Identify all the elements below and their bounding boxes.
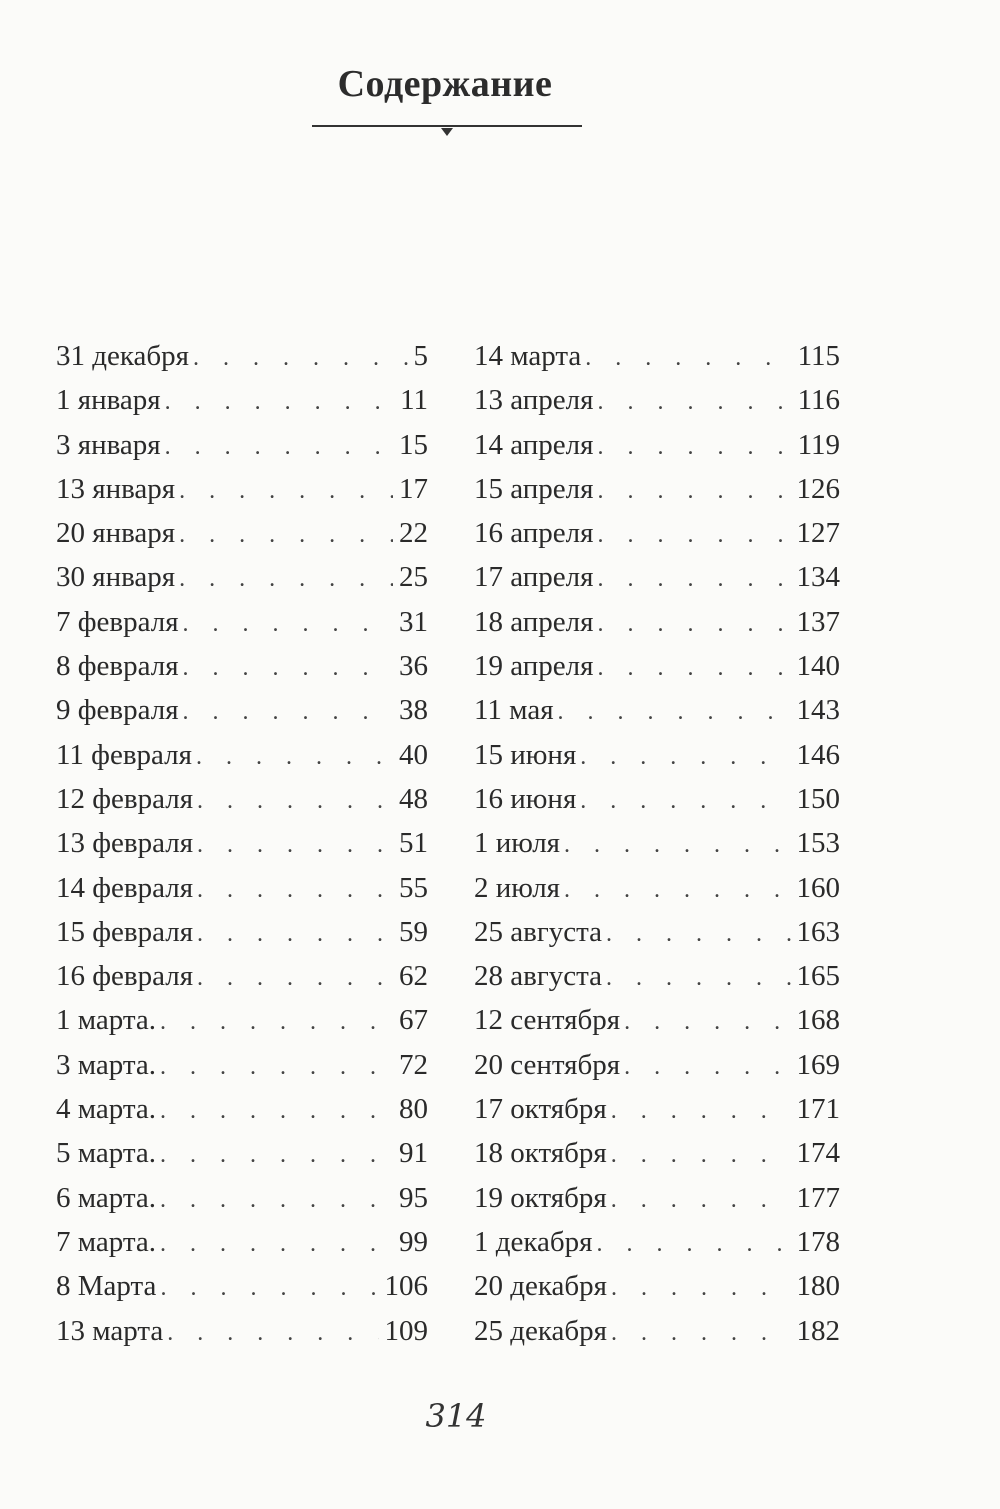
- dot-leader: [165, 434, 393, 461]
- toc-entry-page: 40: [399, 738, 428, 771]
- toc-entry-label: 4 марта.: [56, 1093, 157, 1126]
- toc-entry-page: 178: [796, 1225, 840, 1258]
- toc-entry: [474, 1004, 840, 1048]
- toc-entry: [474, 1049, 840, 1093]
- toc-entry-label: 16 февраля: [56, 960, 194, 993]
- toc-entry-label: 11 февраля: [56, 738, 192, 771]
- toc-entry-page: 140: [796, 650, 840, 683]
- toc-entry: [56, 739, 428, 783]
- toc-entry: [56, 960, 428, 1004]
- toc-entry: [474, 1137, 840, 1181]
- toc-entry-label: 20 января: [56, 517, 176, 550]
- toc-entry-label: 25 августа: [474, 915, 602, 948]
- toc-entry-page: 109: [384, 1314, 428, 1347]
- toc-entry-label: 15 февраля: [56, 915, 194, 948]
- toc-entry-label: 17 апреля: [474, 561, 594, 594]
- dot-leader: [611, 1187, 791, 1214]
- toc-entry: [56, 561, 428, 605]
- toc-entry-label: 18 апреля: [474, 605, 594, 638]
- toc-entry: [474, 650, 840, 694]
- toc-entry-label: 5 марта.: [56, 1137, 157, 1170]
- toc-entry-page: 180: [796, 1270, 840, 1303]
- toc-entry-label: 13 марта: [56, 1314, 164, 1347]
- toc-entry-label: 3 марта.: [56, 1048, 157, 1081]
- dot-leader: [585, 345, 791, 372]
- toc-entry-label: 18 октября: [474, 1137, 607, 1170]
- toc-entry-page: 163: [796, 915, 840, 948]
- dot-leader: [624, 1054, 790, 1081]
- toc-entry-page: 36: [399, 650, 428, 683]
- toc-entry-page: 38: [399, 694, 428, 727]
- toc-entry-page: 31: [399, 605, 428, 638]
- dot-leader: [183, 611, 393, 638]
- toc-entry-page: 174: [796, 1137, 840, 1170]
- toc-entry: [474, 1093, 840, 1137]
- toc-entry-page: 146: [796, 738, 840, 771]
- toc-entry: [474, 561, 840, 605]
- dot-leader: [160, 1231, 393, 1258]
- toc-entry: [474, 606, 840, 650]
- toc-entry-page: 127: [796, 517, 840, 550]
- toc-entry-label: 3 января: [56, 428, 161, 461]
- toc-entry: [56, 650, 428, 694]
- toc-entry-label: 1 марта.: [56, 1004, 157, 1037]
- toc-column-right: [474, 340, 840, 1359]
- toc-entry-page: 106: [384, 1270, 428, 1303]
- toc-entry-page: 134: [796, 561, 840, 594]
- toc-entry-page: 72: [399, 1048, 428, 1081]
- toc-entry-label: 7 февраля: [56, 605, 179, 638]
- toc-entry-page: 169: [796, 1048, 840, 1081]
- toc-entry-label: 8 Марта: [56, 1270, 157, 1303]
- toc-column-left: [56, 340, 428, 1359]
- dot-leader: [197, 788, 393, 815]
- toc-entry-page: 62: [399, 960, 428, 993]
- toc-entry: [56, 1137, 428, 1181]
- page-number: 314: [425, 1397, 487, 1435]
- dot-leader: [196, 744, 393, 771]
- toc-entry: [474, 739, 840, 783]
- toc-entry-page: 119: [797, 428, 840, 461]
- toc-entry-page: 80: [399, 1093, 428, 1126]
- toc-entry: [56, 429, 428, 473]
- dot-leader: [179, 478, 393, 505]
- toc-entry-label: 30 января: [56, 561, 176, 594]
- toc-entry-label: 31 декабря: [56, 340, 189, 372]
- toc-entry: [474, 1226, 840, 1270]
- title-rule: [312, 125, 582, 127]
- dot-leader: [167, 1320, 378, 1347]
- dot-leader: [624, 1009, 790, 1036]
- dot-leader: [197, 877, 393, 904]
- toc-entry-label: 19 октября: [474, 1181, 607, 1214]
- toc-entry: [56, 473, 428, 517]
- toc-entry-label: 16 апреля: [474, 517, 594, 550]
- dot-leader: [197, 965, 393, 992]
- toc-entry-page: 177: [796, 1181, 840, 1214]
- toc-entry-page: 143: [796, 694, 840, 727]
- toc-entry-page: 22: [399, 517, 428, 550]
- toc-entry: [474, 916, 840, 960]
- dot-leader: [564, 877, 790, 904]
- dot-leader: [580, 788, 790, 815]
- toc-entry: [56, 827, 428, 871]
- toc-entry-page: 153: [796, 827, 840, 860]
- dot-leader: [165, 389, 394, 416]
- toc-entry-label: 13 февраля: [56, 827, 194, 860]
- toc-entry: [474, 783, 840, 827]
- toc-entry: [56, 694, 428, 738]
- toc-entry: [474, 517, 840, 561]
- toc-entry: [56, 1270, 428, 1314]
- toc-entry-label: 16 июня: [474, 782, 577, 815]
- toc-entry: [56, 783, 428, 827]
- toc-entry-page: 5: [413, 340, 428, 372]
- dot-leader: [611, 1275, 791, 1302]
- toc-entry: [56, 1315, 428, 1359]
- toc-entry-page: 51: [399, 827, 428, 860]
- toc-entry-page: 171: [796, 1093, 840, 1126]
- dot-leader: [197, 921, 393, 948]
- toc-entry-page: 48: [399, 782, 428, 815]
- toc-entry: [474, 872, 840, 916]
- toc-entry: [56, 1093, 428, 1137]
- dot-leader: [611, 1142, 791, 1169]
- toc-entry: [474, 1182, 840, 1226]
- toc-entry-page: 25: [399, 561, 428, 594]
- dot-leader: [611, 1320, 791, 1347]
- toc-entry-page: 150: [796, 782, 840, 815]
- dot-leader: [160, 1009, 393, 1036]
- toc-entry-page: 99: [399, 1225, 428, 1258]
- dot-leader: [597, 389, 791, 416]
- toc-entry: [56, 517, 428, 561]
- toc-entry: [474, 827, 840, 871]
- toc-entry-page: 11: [400, 384, 428, 417]
- toc-entry: [474, 694, 840, 738]
- toc-entry-label: 1 января: [56, 384, 161, 417]
- toc-entry-label: 9 февраля: [56, 694, 179, 727]
- dot-leader: [197, 832, 393, 859]
- toc-entry: [474, 429, 840, 473]
- dot-leader: [160, 1098, 393, 1125]
- toc-entry-label: 8 февраля: [56, 650, 179, 683]
- dot-leader: [597, 1231, 791, 1258]
- toc-entry-page: 17: [399, 472, 428, 505]
- toc-entry: [474, 473, 840, 517]
- page-title: Содержание: [337, 63, 553, 105]
- toc-entry: [56, 1226, 428, 1270]
- toc-entry-page: 126: [796, 472, 840, 505]
- toc-entry-page: 91: [399, 1137, 428, 1170]
- toc-entry-label: 11 мая: [474, 694, 554, 727]
- toc-entry: [474, 384, 840, 428]
- title-ornament: [312, 120, 582, 140]
- toc-entry-page: 95: [399, 1181, 428, 1214]
- toc-entry: [474, 1315, 840, 1359]
- dot-leader: [183, 655, 393, 682]
- dot-leader: [160, 1054, 393, 1081]
- toc-entry: [474, 960, 840, 1004]
- toc-entry: [56, 1049, 428, 1093]
- toc-entry-label: 15 июня: [474, 738, 577, 771]
- toc-entry-page: 137: [796, 605, 840, 638]
- dot-leader: [183, 699, 393, 726]
- toc-entry-label: 13 января: [56, 472, 176, 505]
- toc-entry-page: 182: [796, 1314, 840, 1347]
- toc-entry-page: 116: [797, 384, 840, 417]
- toc-entry: [56, 384, 428, 428]
- toc-entry-label: 2 июля: [474, 871, 561, 904]
- dot-leader: [193, 345, 408, 372]
- dot-leader: [597, 478, 790, 505]
- toc-entry-label: 20 декабря: [474, 1270, 607, 1303]
- toc-entry-label: 25 декабря: [474, 1314, 607, 1347]
- triangle-ornament-icon: [441, 128, 453, 136]
- dot-leader: [597, 566, 790, 593]
- toc-entry-label: 12 сентября: [474, 1004, 621, 1037]
- toc-entry: [56, 1004, 428, 1048]
- dot-leader: [597, 434, 791, 461]
- toc-entry: [56, 916, 428, 960]
- toc-entry-label: 20 сентября: [474, 1048, 621, 1081]
- dot-leader: [606, 921, 791, 948]
- toc-entry-page: 55: [399, 871, 428, 904]
- toc-entry-label: 15 апреля: [474, 472, 594, 505]
- dot-leader: [179, 522, 393, 549]
- toc-entry-label: 17 октября: [474, 1093, 607, 1126]
- toc-entry-page: 160: [796, 871, 840, 904]
- toc-entry-label: 7 марта.: [56, 1225, 157, 1258]
- dot-leader: [611, 1098, 791, 1125]
- toc-entry-page: 59: [399, 915, 428, 948]
- dot-leader: [564, 832, 790, 859]
- toc-entry: [56, 1182, 428, 1226]
- toc-entry-label: 1 декабря: [474, 1225, 593, 1258]
- toc-entry-label: 14 апреля: [474, 428, 594, 461]
- toc-entry-label: 13 апреля: [474, 384, 594, 417]
- toc-entry: [56, 872, 428, 916]
- toc-entry-page: 15: [399, 428, 428, 461]
- toc-entry: [474, 340, 840, 384]
- dot-leader: [160, 1142, 393, 1169]
- dot-leader: [179, 566, 393, 593]
- toc-entry-label: 28 августа: [474, 960, 602, 993]
- dot-leader: [580, 744, 790, 771]
- toc-entry: [56, 340, 428, 384]
- dot-leader: [597, 611, 790, 638]
- toc-entry-label: 12 февраля: [56, 782, 194, 815]
- toc-entry: [56, 606, 428, 650]
- toc-entry-label: 14 марта: [474, 340, 582, 372]
- toc-entry-page: 67: [399, 1004, 428, 1037]
- dot-leader: [160, 1275, 378, 1302]
- toc-entry-page: 115: [797, 340, 840, 372]
- toc-entry-label: 1 июля: [474, 827, 561, 860]
- dot-leader: [558, 699, 791, 726]
- toc-entry-label: 6 марта.: [56, 1181, 157, 1214]
- dot-leader: [160, 1187, 393, 1214]
- dot-leader: [606, 965, 791, 992]
- toc-entry-label: 19 апреля: [474, 650, 594, 683]
- toc-entry-page: 168: [796, 1004, 840, 1037]
- toc-entry: [474, 1270, 840, 1314]
- dot-leader: [597, 655, 790, 682]
- toc-entry-page: 165: [796, 960, 840, 993]
- dot-leader: [597, 522, 790, 549]
- toc-entry-label: 14 февраля: [56, 871, 194, 904]
